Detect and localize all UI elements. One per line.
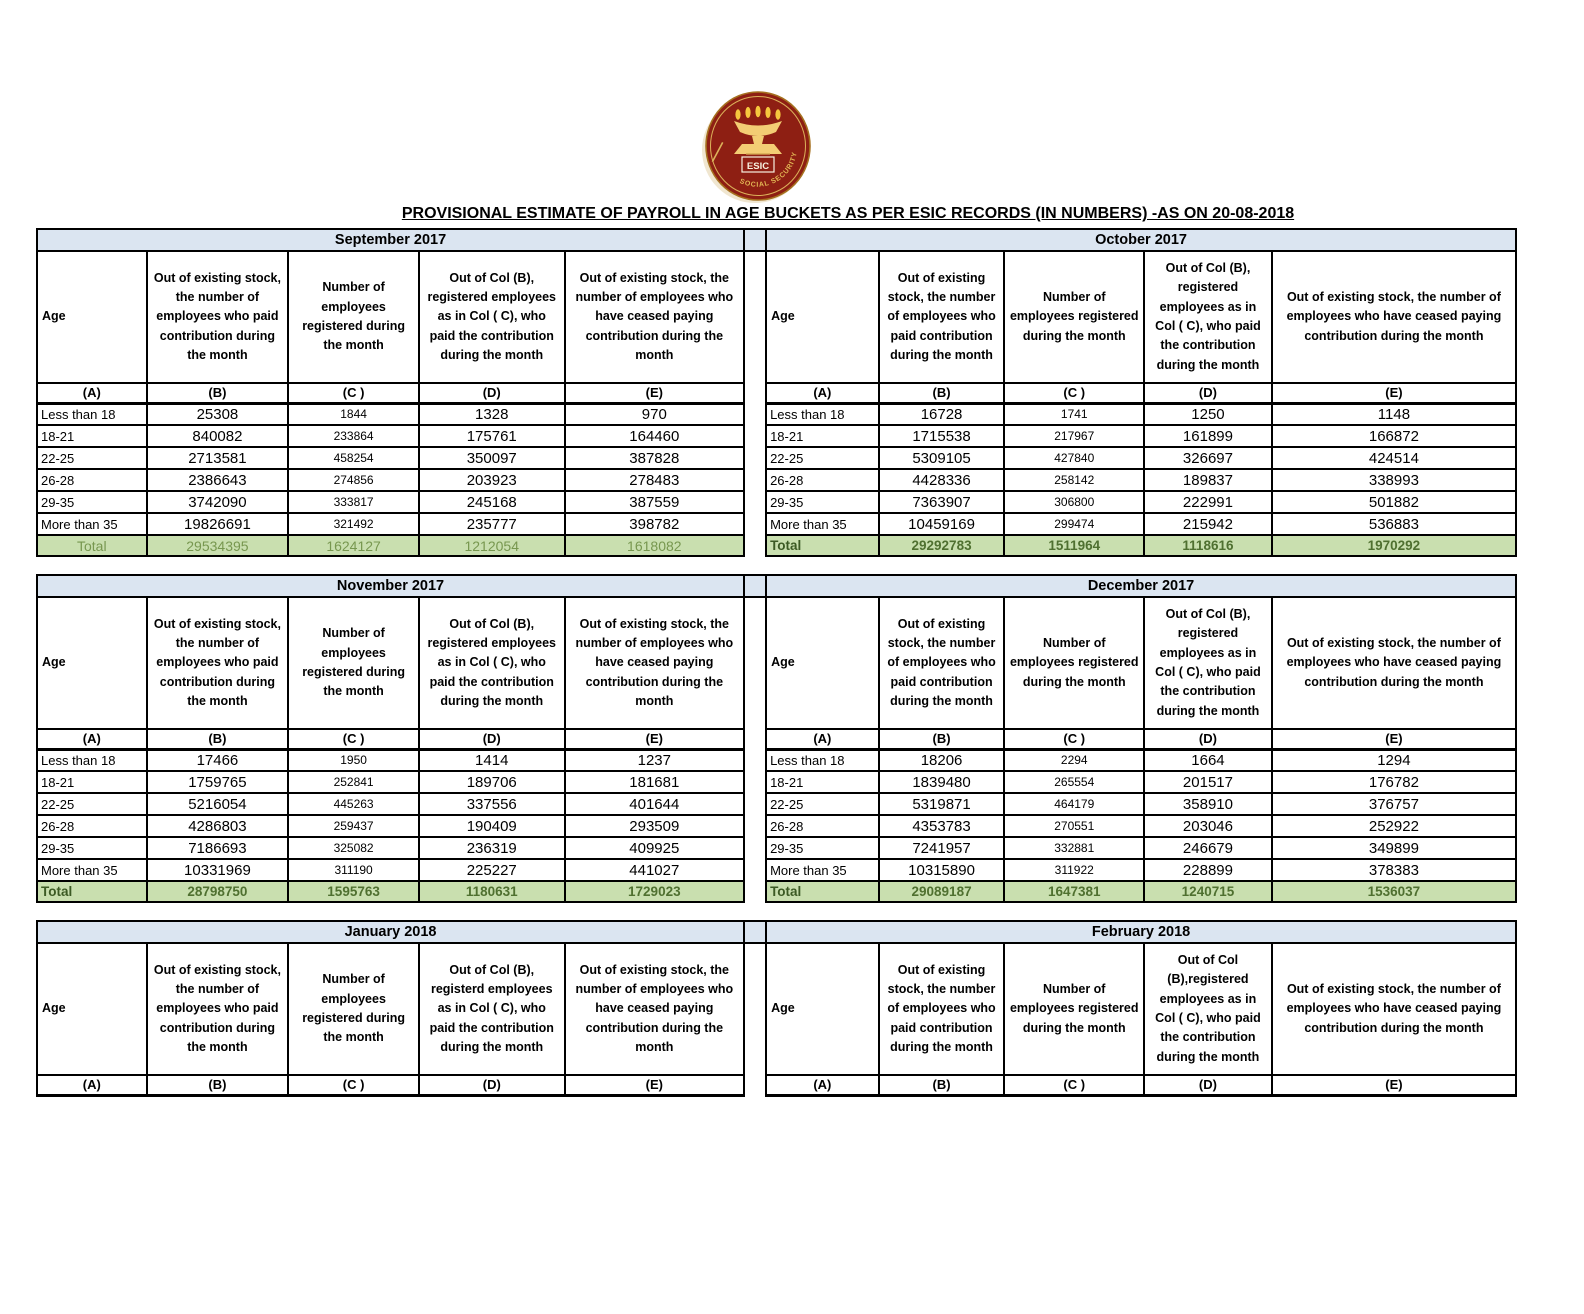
- age-cell: 22-25: [766, 793, 879, 815]
- column-header: Number of employees registered during the month: [1004, 597, 1144, 729]
- value-cell: 1950: [288, 749, 419, 771]
- table-row: [766, 447, 1516, 469]
- total-value: 29292783: [879, 535, 1005, 556]
- column-header: Out of existing stock, the number of employees who have ceased paying contribution during the month: [1272, 597, 1516, 729]
- value-cell: 203046: [1144, 815, 1272, 837]
- column-letter: (E): [565, 383, 745, 403]
- value-cell: 4286803: [147, 815, 289, 837]
- value-cell: 161899: [1144, 425, 1272, 447]
- value-cell: 259437: [288, 815, 419, 837]
- column-letter: (B): [147, 729, 289, 749]
- value-cell: 222991: [1144, 491, 1272, 513]
- value-cell: 10331969: [147, 859, 289, 881]
- age-cell: 26-28: [37, 469, 147, 491]
- table-row: [766, 749, 1516, 771]
- table-row: [37, 403, 744, 425]
- column-letter: (C ): [288, 383, 419, 403]
- value-cell: 2294: [1004, 749, 1144, 771]
- value-cell: 349899: [1272, 837, 1516, 859]
- value-cell: 427840: [1004, 447, 1144, 469]
- value-cell: 387559: [565, 491, 745, 513]
- table-row: [766, 859, 1516, 881]
- value-cell: 25308: [147, 403, 289, 425]
- table-row: [766, 837, 1516, 859]
- value-cell: 321492: [288, 513, 419, 535]
- value-cell: 409925: [565, 837, 745, 859]
- value-cell: 16728: [879, 403, 1005, 425]
- value-cell: 278483: [565, 469, 745, 491]
- month-table: [36, 228, 745, 557]
- column-letter: (B): [147, 1075, 289, 1095]
- column-header: Out of existing stock, the number of employees who paid contribution during the month: [147, 597, 289, 729]
- gap-band: [745, 228, 765, 252]
- table-gap: [745, 920, 765, 944]
- total-value: 1595763: [288, 881, 419, 902]
- month-title: February 2018: [766, 921, 1516, 943]
- value-cell: 10459169: [879, 513, 1005, 535]
- value-cell: 311922: [1004, 859, 1144, 881]
- total-row: [37, 881, 744, 902]
- table-row: [766, 403, 1516, 425]
- column-header: Out of Col (B), registerd employees as in Col ( C), who paid the contribution during the month: [419, 943, 565, 1075]
- column-header: Out of existing stock, the number of employees who have ceased paying contribution during the month: [1272, 251, 1516, 383]
- value-cell: 5309105: [879, 447, 1005, 469]
- total-row: [766, 535, 1516, 556]
- value-cell: 4353783: [879, 815, 1005, 837]
- age-cell: 29-35: [37, 491, 147, 513]
- total-value: 1970292: [1272, 535, 1516, 556]
- column-letter: (C ): [288, 729, 419, 749]
- value-cell: 228899: [1144, 859, 1272, 881]
- month-title: December 2017: [766, 575, 1516, 597]
- total-value: 1536037: [1272, 881, 1516, 902]
- total-value: 28798750: [147, 881, 289, 902]
- value-cell: 5319871: [879, 793, 1005, 815]
- total-value: 1180631: [419, 881, 565, 902]
- total-value: 1511964: [1004, 535, 1144, 556]
- value-cell: 233864: [288, 425, 419, 447]
- column-header: Out of Col (B), registered employees as in Col ( C), who paid the contribution during the month: [1144, 597, 1272, 729]
- age-cell: More than 35: [766, 859, 879, 881]
- value-cell: 7363907: [879, 491, 1005, 513]
- svg-text:ESIC: ESIC: [746, 161, 770, 172]
- value-cell: 1237: [565, 749, 745, 771]
- column-header: Out of existing stock, the number of employees who paid contribution during the month: [879, 943, 1005, 1075]
- table-row: [37, 749, 744, 771]
- value-cell: 252841: [288, 771, 419, 793]
- month-table: [36, 920, 745, 1097]
- age-cell: 18-21: [766, 771, 879, 793]
- age-cell: 29-35: [766, 491, 879, 513]
- value-cell: 181681: [565, 771, 745, 793]
- column-letter: (A): [766, 383, 879, 403]
- column-header: Number of employees registered during the month: [288, 943, 419, 1075]
- column-letter: (E): [1272, 383, 1516, 403]
- esic-logo: [702, 90, 814, 204]
- total-value: 1729023: [565, 881, 745, 902]
- table-row: [37, 793, 744, 815]
- value-cell: 464179: [1004, 793, 1144, 815]
- value-cell: 7186693: [147, 837, 289, 859]
- value-cell: 201517: [1144, 771, 1272, 793]
- table-gap: [745, 228, 765, 252]
- age-cell: 26-28: [37, 815, 147, 837]
- value-cell: 5216054: [147, 793, 289, 815]
- value-cell: 190409: [419, 815, 565, 837]
- column-letter: (A): [766, 1075, 879, 1095]
- table-row: [766, 513, 1516, 535]
- age-cell: More than 35: [766, 513, 879, 535]
- column-letter: (A): [37, 1075, 147, 1095]
- column-letter: (D): [419, 1075, 565, 1095]
- table-block: [36, 920, 1517, 1097]
- document-page: [0, 90, 1584, 1097]
- table-row: [37, 859, 744, 881]
- value-cell: 293509: [565, 815, 745, 837]
- column-letter: (B): [147, 383, 289, 403]
- age-cell: 29-35: [766, 837, 879, 859]
- value-cell: 17466: [147, 749, 289, 771]
- table-gap: [745, 574, 765, 598]
- table-block: [36, 574, 1517, 903]
- month-title: November 2017: [37, 575, 744, 597]
- value-cell: 1844: [288, 403, 419, 425]
- age-cell: 22-25: [37, 793, 147, 815]
- value-cell: 398782: [565, 513, 745, 535]
- column-header: Out of existing stock, the number of employees who paid contribution during the month: [147, 251, 289, 383]
- value-cell: 401644: [565, 793, 745, 815]
- table-row: [37, 469, 744, 491]
- total-label: Total: [766, 535, 879, 556]
- value-cell: 225227: [419, 859, 565, 881]
- value-cell: 1250: [1144, 403, 1272, 425]
- tables-area: [36, 228, 1517, 1097]
- total-value: 1647381: [1004, 881, 1144, 902]
- value-cell: 4428336: [879, 469, 1005, 491]
- value-cell: 326697: [1144, 447, 1272, 469]
- value-cell: 189837: [1144, 469, 1272, 491]
- column-letter: (C ): [288, 1075, 419, 1095]
- value-cell: 235777: [419, 513, 565, 535]
- month-title: January 2018: [37, 921, 744, 943]
- value-cell: 2713581: [147, 447, 289, 469]
- page-title: PROVISIONAL ESTIMATE OF PAYROLL IN AGE BUCKETS AS PER ESIC RECORDS (IN NUMBERS) -AS ON 20-08-2018: [401, 205, 1295, 222]
- month-table: [36, 574, 745, 903]
- value-cell: 333817: [288, 491, 419, 513]
- column-header: Age: [766, 597, 879, 729]
- age-cell: 26-28: [766, 815, 879, 837]
- value-cell: 1715538: [879, 425, 1005, 447]
- value-cell: 1148: [1272, 403, 1516, 425]
- value-cell: 3742090: [147, 491, 289, 513]
- gap-band: [745, 920, 765, 944]
- value-cell: 332881: [1004, 837, 1144, 859]
- value-cell: 840082: [147, 425, 289, 447]
- column-header: Out of existing stock, the number of employees who paid contribution during the month: [147, 943, 289, 1075]
- month-table: [765, 228, 1517, 557]
- value-cell: 270551: [1004, 815, 1144, 837]
- value-cell: 19826691: [147, 513, 289, 535]
- age-cell: 18-21: [766, 425, 879, 447]
- age-cell: 22-25: [37, 447, 147, 469]
- column-header: Age: [37, 251, 147, 383]
- age-cell: More than 35: [37, 513, 147, 535]
- table-row: [766, 469, 1516, 491]
- column-letter: (D): [419, 383, 565, 403]
- value-cell: 18206: [879, 749, 1005, 771]
- column-header: Out of Col (B), registered employees as in Col ( C), who paid the contribution during the month: [419, 597, 565, 729]
- column-header: Age: [766, 251, 879, 383]
- table-row: [766, 815, 1516, 837]
- value-cell: 306800: [1004, 491, 1144, 513]
- esic-logo-graphic: [702, 90, 814, 204]
- column-header: Out of existing stock, the number of employees who paid contribution during the month: [879, 251, 1005, 383]
- column-header: Out of Col (B), registered employees as in Col ( C), who paid the contribution during the month: [419, 251, 565, 383]
- age-cell: Less than 18: [766, 403, 879, 425]
- table-row: [766, 771, 1516, 793]
- age-cell: 22-25: [766, 447, 879, 469]
- column-letter: (A): [766, 729, 879, 749]
- month-title: September 2017: [37, 229, 744, 251]
- value-cell: 536883: [1272, 513, 1516, 535]
- column-letter: (D): [1144, 383, 1272, 403]
- total-value: 1624127: [288, 535, 419, 556]
- column-header: Number of employees registered during the month: [1004, 251, 1144, 383]
- total-value: 1212054: [419, 535, 565, 556]
- column-header: Age: [766, 943, 879, 1075]
- total-value: 1240715: [1144, 881, 1272, 902]
- column-header: Number of employees registered during the month: [288, 597, 419, 729]
- value-cell: 501882: [1272, 491, 1516, 513]
- column-letter: (B): [879, 1075, 1005, 1095]
- value-cell: 1741: [1004, 403, 1144, 425]
- value-cell: 1294: [1272, 749, 1516, 771]
- total-value: 1618082: [565, 535, 745, 556]
- column-letter: (E): [565, 729, 745, 749]
- month-table: [765, 920, 1517, 1097]
- column-letter: (D): [1144, 1075, 1272, 1095]
- table-row: [37, 815, 744, 837]
- value-cell: 458254: [288, 447, 419, 469]
- table-row: [37, 771, 744, 793]
- value-cell: 245168: [419, 491, 565, 513]
- month-title: October 2017: [766, 229, 1516, 251]
- value-cell: 387828: [565, 447, 745, 469]
- age-cell: 18-21: [37, 771, 147, 793]
- column-letter: (A): [37, 729, 147, 749]
- value-cell: 325082: [288, 837, 419, 859]
- value-cell: 274856: [288, 469, 419, 491]
- month-table: [765, 574, 1517, 903]
- total-label: Total: [766, 881, 879, 902]
- column-letter: (A): [37, 383, 147, 403]
- total-row: [37, 535, 744, 556]
- table-row: [766, 793, 1516, 815]
- table-row: [37, 513, 744, 535]
- total-row: [766, 881, 1516, 902]
- column-letter: (C ): [1004, 729, 1144, 749]
- value-cell: 350097: [419, 447, 565, 469]
- table-row: [766, 491, 1516, 513]
- table-row: [37, 491, 744, 513]
- column-letter: (D): [1144, 729, 1272, 749]
- column-header: Number of employees registered during the month: [1004, 943, 1144, 1075]
- value-cell: 1328: [419, 403, 565, 425]
- column-letter: (B): [879, 383, 1005, 403]
- value-cell: 252922: [1272, 815, 1516, 837]
- table-row: [37, 837, 744, 859]
- column-header: Out of Col (B), registered employees as in Col ( C), who paid the contribution during the month: [1144, 251, 1272, 383]
- value-cell: 441027: [565, 859, 745, 881]
- value-cell: 176782: [1272, 771, 1516, 793]
- value-cell: 970: [565, 403, 745, 425]
- column-letter: (C ): [1004, 1075, 1144, 1095]
- value-cell: 236319: [419, 837, 565, 859]
- value-cell: 1759765: [147, 771, 289, 793]
- column-letter: (D): [419, 729, 565, 749]
- value-cell: 166872: [1272, 425, 1516, 447]
- value-cell: 265554: [1004, 771, 1144, 793]
- table-row: [37, 425, 744, 447]
- value-cell: 258142: [1004, 469, 1144, 491]
- value-cell: 246679: [1144, 837, 1272, 859]
- column-letter: (B): [879, 729, 1005, 749]
- value-cell: 7241957: [879, 837, 1005, 859]
- value-cell: 311190: [288, 859, 419, 881]
- value-cell: 338993: [1272, 469, 1516, 491]
- value-cell: 376757: [1272, 793, 1516, 815]
- value-cell: 337556: [419, 793, 565, 815]
- logo-arc-text: SOCIAL SECURITY: [738, 151, 799, 189]
- column-header: Number of employees registered during the month: [288, 251, 419, 383]
- total-value: 1118616: [1144, 535, 1272, 556]
- value-cell: 358910: [1144, 793, 1272, 815]
- gap-band: [745, 574, 765, 598]
- value-cell: 424514: [1272, 447, 1516, 469]
- column-letter: (E): [565, 1075, 744, 1095]
- table-row: [766, 425, 1516, 447]
- table-block: [36, 228, 1517, 557]
- column-header: Out of existing stock, the number of employees who have ceased paying contribution during the month: [565, 597, 745, 729]
- total-label: Total: [37, 535, 147, 556]
- column-header: Age: [37, 597, 147, 729]
- value-cell: 1414: [419, 749, 565, 771]
- column-letter: (C ): [1004, 383, 1144, 403]
- value-cell: 445263: [288, 793, 419, 815]
- age-cell: Less than 18: [766, 749, 879, 771]
- column-header: Age: [37, 943, 147, 1075]
- total-value: 29534395: [147, 535, 289, 556]
- value-cell: 2386643: [147, 469, 289, 491]
- age-cell: 26-28: [766, 469, 879, 491]
- age-cell: Less than 18: [37, 749, 147, 771]
- column-header: Out of Col (B),registered employees as in Col ( C), who paid the contribution during the month: [1144, 943, 1272, 1075]
- age-cell: Less than 18: [37, 403, 147, 425]
- value-cell: 10315890: [879, 859, 1005, 881]
- column-header: Out of existing stock, the number of employees who have ceased paying contribution during the month: [565, 251, 745, 383]
- value-cell: 217967: [1004, 425, 1144, 447]
- column-header: Out of existing stock, the number of employees who paid contribution during the month: [879, 597, 1005, 729]
- value-cell: 215942: [1144, 513, 1272, 535]
- total-value: 29089187: [879, 881, 1005, 902]
- column-header: Out of existing stock, the number of employees who have ceased paying contribution during the month: [565, 943, 744, 1075]
- value-cell: 175761: [419, 425, 565, 447]
- table-row: [37, 447, 744, 469]
- column-letter: (E): [1272, 729, 1516, 749]
- column-header: Out of existing stock, the number of employees who have ceased paying contribution during the month: [1272, 943, 1516, 1075]
- age-cell: More than 35: [37, 859, 147, 881]
- value-cell: 1664: [1144, 749, 1272, 771]
- value-cell: 189706: [419, 771, 565, 793]
- value-cell: 164460: [565, 425, 745, 447]
- column-letter: (E): [1272, 1075, 1516, 1095]
- value-cell: 378383: [1272, 859, 1516, 881]
- age-cell: 29-35: [37, 837, 147, 859]
- value-cell: 1839480: [879, 771, 1005, 793]
- age-cell: 18-21: [37, 425, 147, 447]
- value-cell: 203923: [419, 469, 565, 491]
- total-label: Total: [37, 881, 147, 902]
- value-cell: 299474: [1004, 513, 1144, 535]
